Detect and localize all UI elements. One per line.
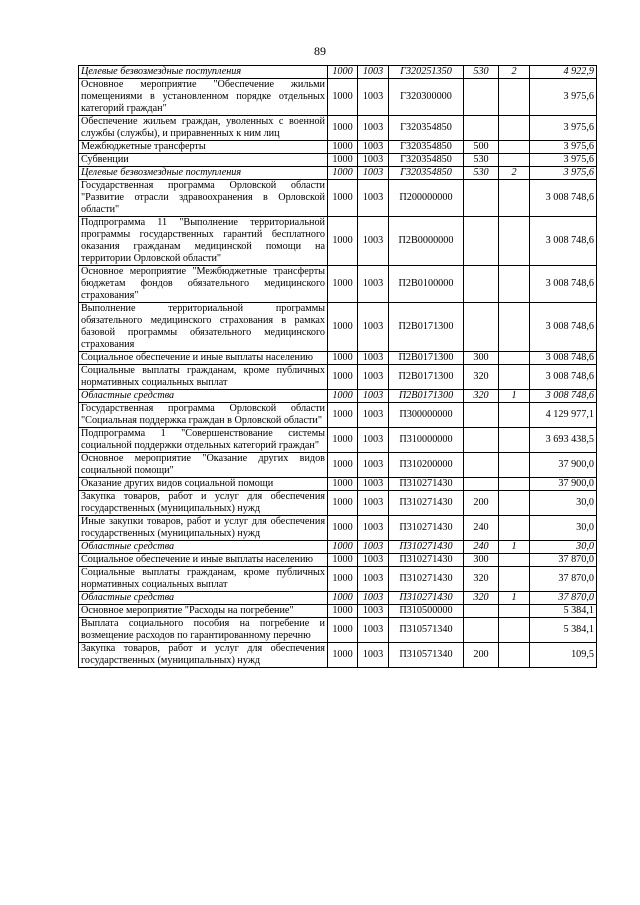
table-row — [79, 217, 597, 266]
row-subsection-code: 1003 — [358, 605, 389, 618]
row-subsection-code: 1003 — [358, 352, 389, 365]
row-section-code: 1000 — [328, 618, 358, 643]
row-sum: 37 900,0 — [530, 453, 597, 478]
row-section-code: 1000 — [328, 266, 358, 303]
row-funding-source: 1 — [499, 541, 530, 554]
row-funding-source — [499, 618, 530, 643]
row-expense-type-code: 240 — [464, 541, 499, 554]
row-target-item-code: П200000000 — [389, 180, 464, 217]
row-funding-source — [499, 516, 530, 541]
row-expense-type-code — [464, 478, 499, 491]
row-expense-type-code — [464, 303, 499, 352]
table-row — [79, 567, 597, 592]
row-target-item-code: П2В0100000 — [389, 266, 464, 303]
row-sum: 3 693 438,5 — [530, 428, 597, 453]
row-target-item-code: П310000000 — [389, 428, 464, 453]
row-funding-source: 1 — [499, 592, 530, 605]
row-sum: 37 870,0 — [530, 567, 597, 592]
row-section-code: 1000 — [328, 141, 358, 154]
row-target-item-code: П310271430 — [389, 554, 464, 567]
row-name: Социальное обеспечение и иные выплаты населению — [79, 352, 328, 365]
row-subsection-code: 1003 — [358, 592, 389, 605]
row-funding-source — [499, 478, 530, 491]
row-section-code: 1000 — [328, 66, 358, 79]
row-target-item-code: Г320354850 — [389, 167, 464, 180]
row-section-code: 1000 — [328, 154, 358, 167]
row-subsection-code: 1003 — [358, 491, 389, 516]
table-row — [79, 66, 597, 79]
table-row — [79, 390, 597, 403]
row-funding-source — [499, 567, 530, 592]
table-row — [79, 154, 597, 167]
row-name: Выполнение территориальной программы обязательного медицинского страхования в рамках базовой программы обязательного медицинского страхования — [79, 303, 328, 352]
row-funding-source — [499, 180, 530, 217]
row-name: Субвенции — [79, 154, 328, 167]
row-subsection-code: 1003 — [358, 66, 389, 79]
row-target-item-code: П2В0171300 — [389, 352, 464, 365]
table-row — [79, 453, 597, 478]
row-section-code: 1000 — [328, 478, 358, 491]
row-target-item-code: П310200000 — [389, 453, 464, 478]
row-expense-type-code: 300 — [464, 352, 499, 365]
row-section-code: 1000 — [328, 365, 358, 390]
row-funding-source — [499, 352, 530, 365]
row-expense-type-code — [464, 618, 499, 643]
row-name: Социальные выплаты гражданам, кроме публичных нормативных социальных выплат — [79, 365, 328, 390]
row-sum: 109,5 — [530, 643, 597, 668]
row-name: Выплата социального пособия на погребение и возмещение расходов по гарантированному перечню — [79, 618, 328, 643]
row-section-code: 1000 — [328, 79, 358, 116]
row-sum: 4 922,9 — [530, 66, 597, 79]
row-section-code: 1000 — [328, 303, 358, 352]
table-row — [79, 554, 597, 567]
row-target-item-code: П310271430 — [389, 516, 464, 541]
row-name: Основное мероприятие "Обеспечение жильми помещениями в установленном порядке отдельных категорий граждан" — [79, 79, 328, 116]
row-target-item-code: Г320354850 — [389, 154, 464, 167]
row-expense-type-code — [464, 453, 499, 478]
row-subsection-code: 1003 — [358, 167, 389, 180]
table-row — [79, 516, 597, 541]
row-funding-source — [499, 605, 530, 618]
row-subsection-code: 1003 — [358, 116, 389, 141]
row-subsection-code: 1003 — [358, 390, 389, 403]
row-name: Закупка товаров, работ и услуг для обеспечения государственных (муниципальных) нужд — [79, 491, 328, 516]
row-subsection-code: 1003 — [358, 618, 389, 643]
table-row — [79, 491, 597, 516]
row-section-code: 1000 — [328, 605, 358, 618]
row-subsection-code: 1003 — [358, 516, 389, 541]
row-target-item-code: П300000000 — [389, 403, 464, 428]
row-target-item-code: П310571340 — [389, 618, 464, 643]
row-subsection-code: 1003 — [358, 478, 389, 491]
row-name: Основное мероприятие "Оказание других видов социальной помощи" — [79, 453, 328, 478]
row-section-code: 1000 — [328, 390, 358, 403]
table-row — [79, 352, 597, 365]
row-sum: 3 008 748,6 — [530, 303, 597, 352]
row-expense-type-code: 320 — [464, 365, 499, 390]
row-funding-source — [499, 154, 530, 167]
row-subsection-code: 1003 — [358, 266, 389, 303]
row-subsection-code: 1003 — [358, 541, 389, 554]
row-expense-type-code — [464, 79, 499, 116]
row-expense-type-code — [464, 266, 499, 303]
row-section-code: 1000 — [328, 403, 358, 428]
row-target-item-code: П310500000 — [389, 605, 464, 618]
row-section-code: 1000 — [328, 116, 358, 141]
row-expense-type-code: 320 — [464, 567, 499, 592]
row-expense-type-code: 240 — [464, 516, 499, 541]
row-expense-type-code: 200 — [464, 491, 499, 516]
table-row — [79, 428, 597, 453]
row-sum: 3 008 748,6 — [530, 217, 597, 266]
row-subsection-code: 1003 — [358, 180, 389, 217]
row-subsection-code: 1003 — [358, 403, 389, 428]
row-expense-type-code: 200 — [464, 643, 499, 668]
row-section-code: 1000 — [328, 352, 358, 365]
row-name: Межбюджетные трансферты — [79, 141, 328, 154]
row-sum: 30,0 — [530, 491, 597, 516]
table-row — [79, 141, 597, 154]
row-expense-type-code: 320 — [464, 390, 499, 403]
row-sum: 3 008 748,6 — [530, 266, 597, 303]
row-sum: 5 384,1 — [530, 618, 597, 643]
row-sum: 3 008 748,6 — [530, 180, 597, 217]
row-name: Основное мероприятие "Межбюджетные трансферты бюджетам фондов обязательного медицинского страхования" — [79, 266, 328, 303]
row-expense-type-code — [464, 403, 499, 428]
row-section-code: 1000 — [328, 453, 358, 478]
row-section-code: 1000 — [328, 554, 358, 567]
row-expense-type-code — [464, 605, 499, 618]
table-row — [79, 180, 597, 217]
budget-table — [78, 65, 597, 668]
row-name: Областные средства — [79, 592, 328, 605]
row-sum: 3 008 748,6 — [530, 390, 597, 403]
row-sum: 4 129 977,1 — [530, 403, 597, 428]
row-name: Основное мероприятие "Расходы на погребение" — [79, 605, 328, 618]
row-sum: 3 975,6 — [530, 141, 597, 154]
budget-table-body — [79, 66, 597, 668]
row-subsection-code: 1003 — [358, 79, 389, 116]
row-funding-source — [499, 141, 530, 154]
row-subsection-code: 1003 — [358, 554, 389, 567]
row-subsection-code: 1003 — [358, 567, 389, 592]
row-expense-type-code: 530 — [464, 167, 499, 180]
row-section-code: 1000 — [328, 541, 358, 554]
row-target-item-code: П2В0171300 — [389, 390, 464, 403]
row-expense-type-code: 530 — [464, 66, 499, 79]
row-subsection-code: 1003 — [358, 154, 389, 167]
row-expense-type-code — [464, 428, 499, 453]
row-sum: 30,0 — [530, 541, 597, 554]
row-subsection-code: 1003 — [358, 428, 389, 453]
row-target-item-code: П2В0171300 — [389, 303, 464, 352]
table-row — [79, 541, 597, 554]
row-target-item-code: П310571340 — [389, 643, 464, 668]
row-funding-source — [499, 365, 530, 390]
row-section-code: 1000 — [328, 516, 358, 541]
row-sum: 3 975,6 — [530, 116, 597, 141]
table-row — [79, 79, 597, 116]
row-section-code: 1000 — [328, 592, 358, 605]
row-sum: 3 975,6 — [530, 79, 597, 116]
row-expense-type-code — [464, 116, 499, 141]
row-name: Подпрограмма 11 "Выполнение территориальной программы государственных гарантий бесплатного оказания гражданам медицинской помощи на территории Орловской области" — [79, 217, 328, 266]
row-funding-source — [499, 643, 530, 668]
row-subsection-code: 1003 — [358, 141, 389, 154]
row-target-item-code: Г320354850 — [389, 116, 464, 141]
row-expense-type-code: 320 — [464, 592, 499, 605]
row-section-code: 1000 — [328, 217, 358, 266]
row-name: Закупка товаров, работ и услуг для обеспечения государственных (муниципальных) нужд — [79, 643, 328, 668]
table-row — [79, 592, 597, 605]
row-name: Областные средства — [79, 541, 328, 554]
row-funding-source: 2 — [499, 167, 530, 180]
row-sum: 37 870,0 — [530, 554, 597, 567]
row-sum: 3 008 748,6 — [530, 365, 597, 390]
row-subsection-code: 1003 — [358, 643, 389, 668]
row-expense-type-code — [464, 180, 499, 217]
row-funding-source — [499, 217, 530, 266]
row-funding-source — [499, 453, 530, 478]
row-funding-source: 2 — [499, 66, 530, 79]
row-name: Государственная программа Орловской области "Развитие отрасли здравоохранения в Орловской области" — [79, 180, 328, 217]
row-funding-source — [499, 554, 530, 567]
row-sum: 3 008 748,6 — [530, 352, 597, 365]
row-expense-type-code — [464, 217, 499, 266]
row-name: Целевые безвозмездные поступления — [79, 66, 328, 79]
row-target-item-code: П310271430 — [389, 491, 464, 516]
row-target-item-code: П310271430 — [389, 592, 464, 605]
row-name: Целевые безвозмездные поступления — [79, 167, 328, 180]
row-section-code: 1000 — [328, 491, 358, 516]
table-row — [79, 167, 597, 180]
row-target-item-code: П2В0000000 — [389, 217, 464, 266]
page-number: 89 — [314, 44, 326, 58]
table-row — [79, 303, 597, 352]
row-section-code: 1000 — [328, 180, 358, 217]
table-row — [79, 643, 597, 668]
row-funding-source — [499, 403, 530, 428]
row-target-item-code: П310271430 — [389, 567, 464, 592]
row-name: Подпрограмма 1 "Совершенствование системы социальной поддержки отдельных категорий граждан" — [79, 428, 328, 453]
row-funding-source — [499, 116, 530, 141]
row-sum: 30,0 — [530, 516, 597, 541]
row-section-code: 1000 — [328, 643, 358, 668]
row-section-code: 1000 — [328, 567, 358, 592]
row-funding-source — [499, 491, 530, 516]
row-funding-source — [499, 428, 530, 453]
table-row — [79, 605, 597, 618]
table-row — [79, 403, 597, 428]
table-row — [79, 618, 597, 643]
row-funding-source: 1 — [499, 390, 530, 403]
row-subsection-code: 1003 — [358, 303, 389, 352]
table-row — [79, 478, 597, 491]
row-target-item-code: П310271430 — [389, 541, 464, 554]
row-expense-type-code: 530 — [464, 154, 499, 167]
row-name: Государственная программа Орловской области "Социальная поддержка граждан в Орловской области" — [79, 403, 328, 428]
row-target-item-code: Г320300000 — [389, 79, 464, 116]
row-subsection-code: 1003 — [358, 217, 389, 266]
row-section-code: 1000 — [328, 428, 358, 453]
row-sum: 37 870,0 — [530, 592, 597, 605]
table-row — [79, 266, 597, 303]
row-name: Иные закупки товаров, работ и услуг для обеспечения государственных (муниципальных) нужд — [79, 516, 328, 541]
row-name: Оказание других видов социальной помощи — [79, 478, 328, 491]
row-funding-source — [499, 303, 530, 352]
row-subsection-code: 1003 — [358, 453, 389, 478]
table-row — [79, 116, 597, 141]
table-row — [79, 365, 597, 390]
row-funding-source — [499, 79, 530, 116]
row-sum: 37 900,0 — [530, 478, 597, 491]
row-expense-type-code: 300 — [464, 554, 499, 567]
row-target-item-code: П310271430 — [389, 478, 464, 491]
row-target-item-code: Г320251350 — [389, 66, 464, 79]
row-expense-type-code: 500 — [464, 141, 499, 154]
row-name: Социальные выплаты гражданам, кроме публичных нормативных социальных выплат — [79, 567, 328, 592]
row-name: Социальное обеспечение и иные выплаты населению — [79, 554, 328, 567]
row-section-code: 1000 — [328, 167, 358, 180]
row-name: Обеспечение жильем граждан, уволенных с военной службы (службы), и приравненных к ним лиц — [79, 116, 328, 141]
row-sum: 3 975,6 — [530, 167, 597, 180]
row-target-item-code: П2В0171300 — [389, 365, 464, 390]
row-sum: 3 975,6 — [530, 154, 597, 167]
row-target-item-code: Г320354850 — [389, 141, 464, 154]
row-sum: 5 384,1 — [530, 605, 597, 618]
row-subsection-code: 1003 — [358, 365, 389, 390]
row-name: Областные средства — [79, 390, 328, 403]
row-funding-source — [499, 266, 530, 303]
